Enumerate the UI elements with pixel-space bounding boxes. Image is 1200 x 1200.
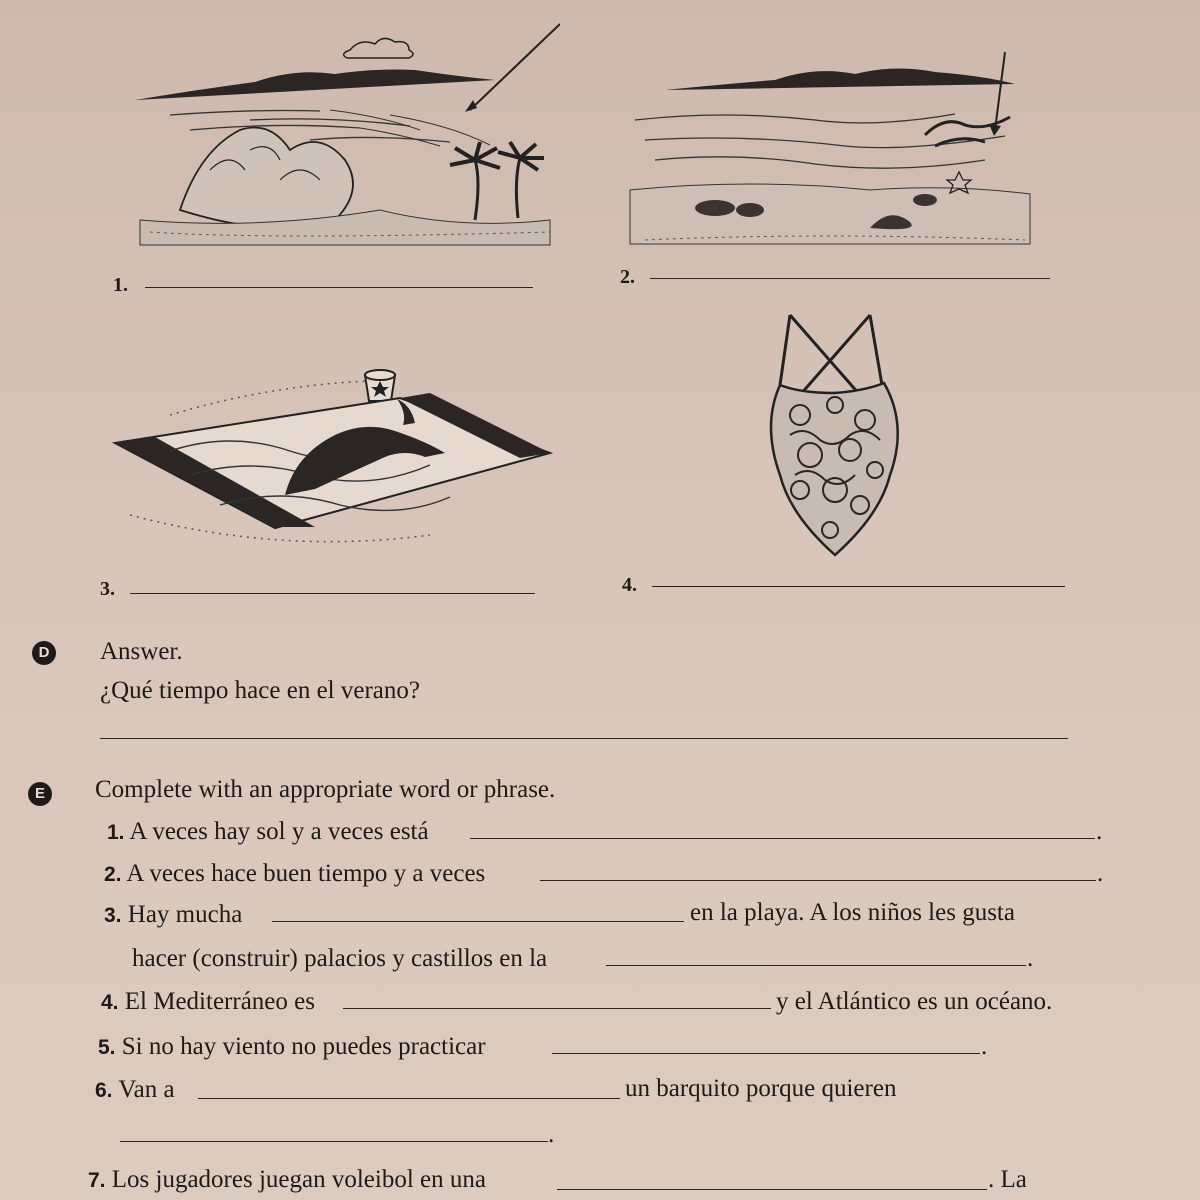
e-item-3-line2: hacer (construir) palacios y castillos en la [132,945,548,972]
item-number-3: 3. [100,578,115,600]
item-number-1: 1. [113,274,128,296]
e-item-3-middle: en la playa. A los niños les gusta [690,899,1015,926]
e-item-text: Si no hay viento no puedes practicar [121,1033,486,1060]
e-item-number: 6. [95,1079,113,1102]
e-item-6-blank-1[interactable] [198,1098,620,1099]
item-number-4: 4. [622,574,637,596]
e-item-7 [88,1166,486,1194]
e-item-7-blank[interactable] [557,1189,987,1190]
e-item-text: Hay mucha [127,901,243,928]
section-d-answer-line[interactable] [100,738,1068,739]
coast-with-rocks-and-palm-trees-icon [130,20,560,250]
coast-illustration [130,20,560,250]
e-item-number: 5. [98,1036,116,1059]
section-d-question: ¿Qué tiempo hace en el verano? [100,677,420,704]
e-item-number: 7. [88,1169,106,1192]
beach-towel-with-dolphin-and-pail-icon [110,355,590,555]
item-number-2: 2. [620,266,635,288]
e-item-number: 3. [104,904,122,927]
e-item-6-middle: un barquito porque quieren [625,1075,897,1102]
e-item-2 [104,860,485,888]
swimsuit-illustration [760,305,910,560]
e-item-6 [95,1076,175,1104]
e-item-3-blank-2[interactable] [606,965,1026,966]
e-item-text: Los jugadores juegan voleibol en una [111,1166,486,1193]
e-item-1-blank[interactable] [470,838,1095,839]
shoreline-illustration [625,50,1035,250]
e-item-5-end: . [981,1033,988,1060]
swimsuit-icon [760,305,910,560]
answer-line-4[interactable] [652,586,1065,587]
e-item-1-end: . [1096,818,1103,845]
e-item-5-blank[interactable] [552,1053,980,1054]
e-item-4-blank[interactable] [343,1008,771,1009]
e-item-text: A veces hace buen tiempo y a veces [126,860,486,887]
section-d-badge: D [32,641,56,665]
e-item-3-blank-1[interactable] [272,921,684,922]
e-item-text: Van a [118,1076,175,1103]
e-item-2-blank[interactable] [540,880,1096,881]
e-item-2-end: . [1097,860,1104,887]
answer-line-2[interactable] [650,278,1050,279]
e-item-4 [101,988,315,1016]
section-e-instruction: Complete with an appropriate word or phrase. [95,776,556,803]
e-item-number: 2. [104,863,122,886]
shoreline-with-seaweed-icon [625,50,1035,250]
e-item-7-end: . La [988,1166,1027,1193]
e-item-5 [98,1033,486,1061]
e-item-6-end: . [548,1121,555,1148]
e-item-text: El Mediterráneo es [124,988,315,1015]
e-item-3-end: . [1027,945,1034,972]
answer-line-1[interactable] [145,287,533,288]
e-item-6-blank-2[interactable] [120,1141,548,1142]
e-item-number: 4. [101,991,119,1014]
section-e-badge: E [28,782,52,806]
answer-line-3[interactable] [130,593,535,594]
e-item-4-middle: y el Atlántico es un océano. [776,988,1053,1015]
section-d-instruction: Answer. [100,638,183,665]
beach-towel-illustration [110,355,590,555]
e-item-number: 1. [107,821,125,844]
e-item-1 [107,818,429,846]
e-item-3 [104,901,242,929]
e-item-text: A veces hay sol y a veces está [129,818,429,845]
